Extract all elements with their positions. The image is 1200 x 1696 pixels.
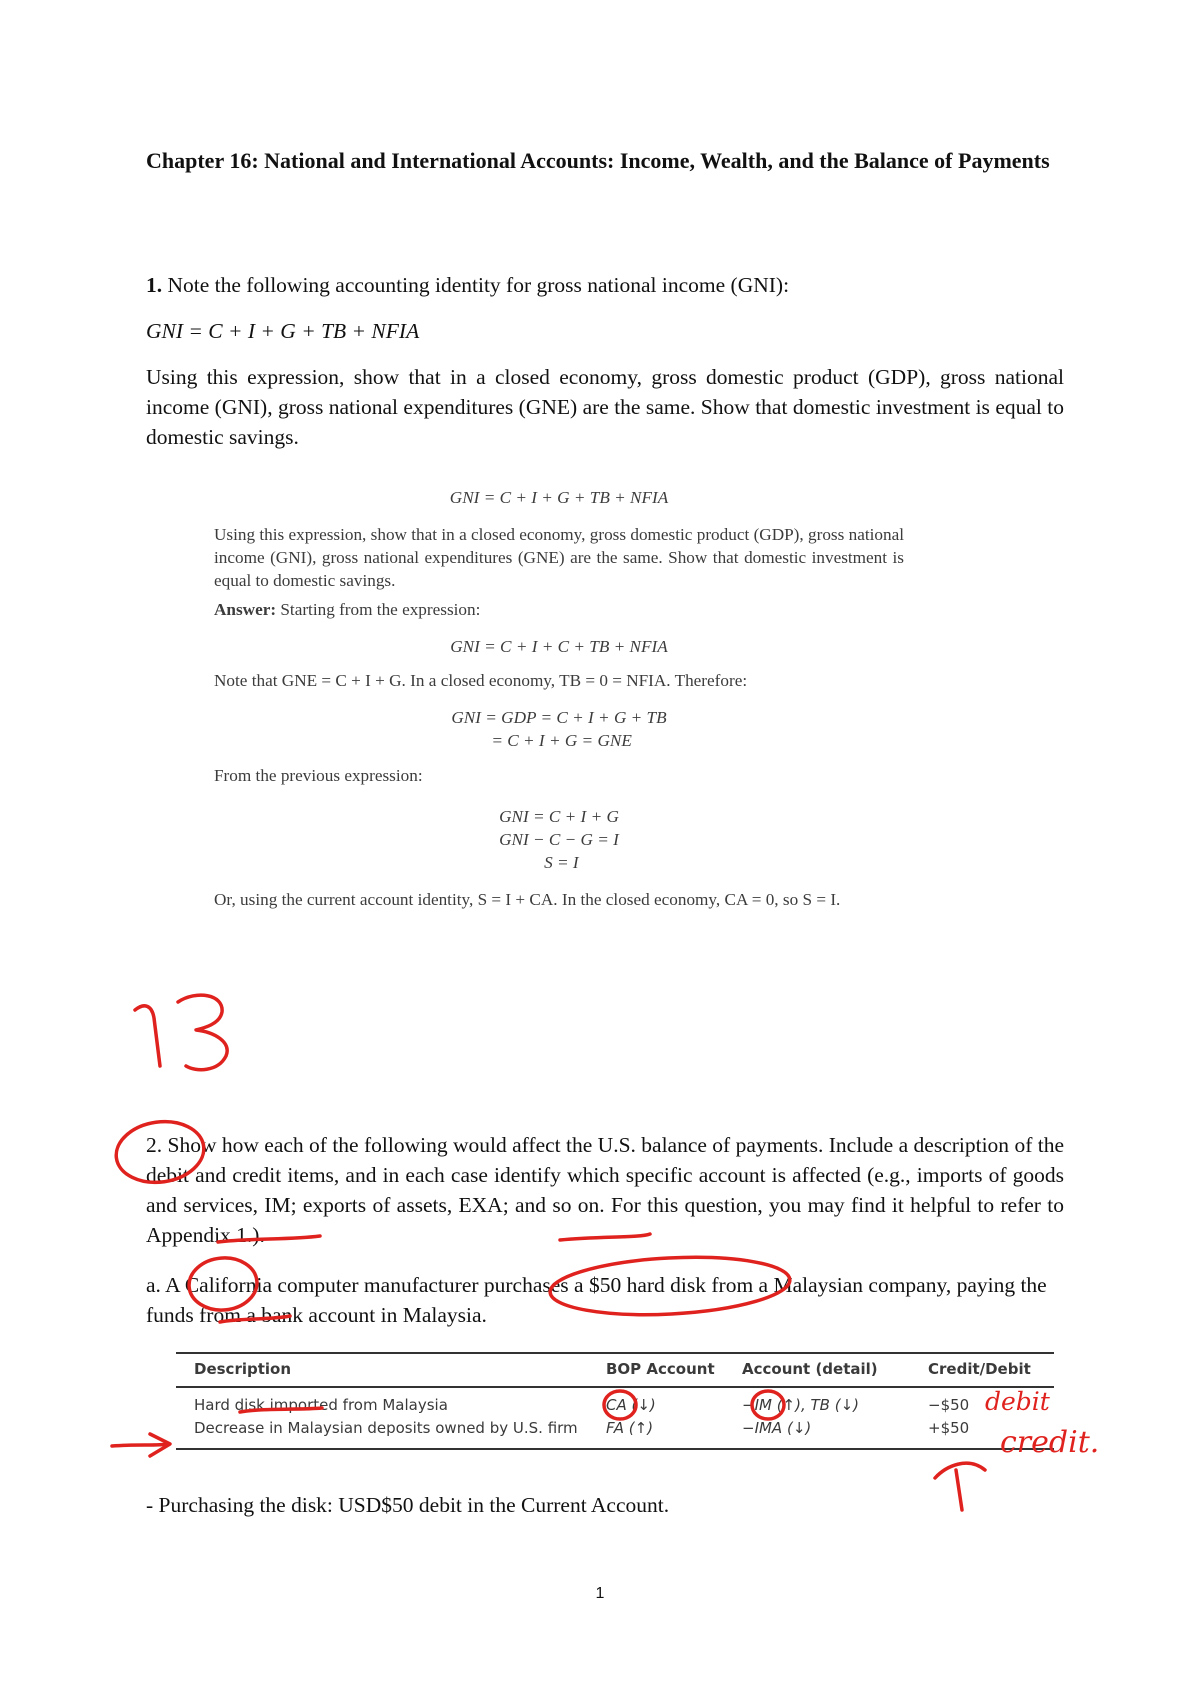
scan-eq4-line2: GNI − C − G = I — [499, 830, 619, 849]
page-number: 1 — [595, 1585, 605, 1602]
up-arrow-mark — [935, 1463, 985, 1510]
cell-description: Decrease in Malaysian deposits owned by U.S. firm — [194, 1419, 578, 1437]
underline-mark — [220, 1316, 290, 1322]
handwritten-score — [135, 995, 227, 1070]
scan-conclusion: Or, using the current account identity, S = I + CA. In the closed economy, CA = 0, so S = I. — [214, 890, 841, 909]
cell-description: Hard disk imported from Malaysia — [194, 1396, 448, 1414]
circle-mark — [604, 1391, 636, 1419]
q2-note-line: - Purchasing the disk: USD$50 debit in the Current Account. — [146, 1493, 670, 1517]
cell-credit-debit: +$50 — [928, 1419, 970, 1437]
handwritten-credit: credit. — [1000, 1425, 1100, 1460]
scan-eq1: GNI = C + I + G + TB + NFIA — [449, 488, 669, 507]
cell-credit-debit: −$50 — [928, 1396, 970, 1414]
scan-eq2: GNI = C + I + C + TB + NFIA — [450, 637, 668, 656]
chapter-title: Chapter 16: National and International Accounts: Income, Wealth, and the Balance of Payments — [146, 148, 1050, 173]
handwritten-score-text: 13 — [60, 60, 61, 61]
circle-mark — [187, 1255, 259, 1313]
scan-eq3-line2: = C + I + G = GNE — [491, 731, 632, 750]
scan-eq4-line1: GNI = C + I + G — [499, 807, 619, 826]
handwritten-debit: debit — [985, 1387, 1050, 1416]
underline-mark — [218, 1236, 320, 1242]
underline-mark — [560, 1234, 650, 1240]
circle-mark — [549, 1252, 792, 1320]
q2-prompt-text: Show how each of the following would affect the U.S. balance of payments. Include a description of the debit and credit items, and in each case identify which specific account is affected (e.g., imports of goods and services, IM; exports of assets, EXA; and so on. For this question, you may find it helpful to refer to Appendix 1.). — [146, 1133, 1064, 1247]
q1-prompt: Using this expression, show that in a closed economy, gross domestic product (GDP), gross national income (GNI), gross national expenditures (GNE) are the same. Show that domestic investment is equal to domestic savings. — [146, 365, 1064, 449]
circle-mark — [752, 1391, 784, 1419]
underline-mark — [240, 1408, 322, 1412]
circle-mark — [112, 1116, 207, 1188]
arrow-mark — [112, 1434, 170, 1456]
q1-intro-text: Note the following accounting identity for gross national income (GNI): — [167, 273, 790, 297]
cell-account-detail: −IM (↑), TB (↓) — [742, 1396, 860, 1414]
scan-note: Note that GNE = C + I + G. In a closed economy, TB = 0 = NFIA. Therefore: — [214, 671, 748, 690]
q2-number: 2. — [146, 1133, 163, 1157]
scan-from-prev: From the previous expression: — [214, 766, 423, 785]
th-credit-debit: Credit/Debit — [928, 1360, 1031, 1378]
cell-bop-account: CA (↓) — [606, 1396, 656, 1414]
scan-eq3-line1: GNI = GDP = C + I + G + TB — [451, 708, 667, 727]
th-account-detail: Account (detail) — [742, 1360, 878, 1378]
th-bop-account: BOP Account — [606, 1360, 715, 1378]
th-description: Description — [194, 1360, 292, 1378]
q1-number: 1. — [146, 273, 163, 297]
cell-bop-account: FA (↑) — [606, 1419, 654, 1437]
scan-eq4-line3: S = I — [544, 853, 579, 872]
q2-part-a: a. A California computer manufacturer purchases a $50 hard disk from a Malaysian company, paying the funds from a bank account in Malaysia. — [146, 1273, 1047, 1327]
scan-restated-prompt: Using this expression, show that in a closed economy, gross domestic product (GDP), gross national income (GNI), gross national expenditures (GNE) are the same. Show that domestic investment is equal to domestic savings. — [214, 525, 904, 590]
q1-identity: GNI = C + I + G + TB + NFIA — [146, 319, 420, 343]
scan-answer-label: Answer: — [214, 600, 277, 619]
cell-account-detail: −IMA (↓) — [742, 1419, 812, 1437]
scan-answer-intro-text: Starting from the expression: — [280, 600, 481, 619]
